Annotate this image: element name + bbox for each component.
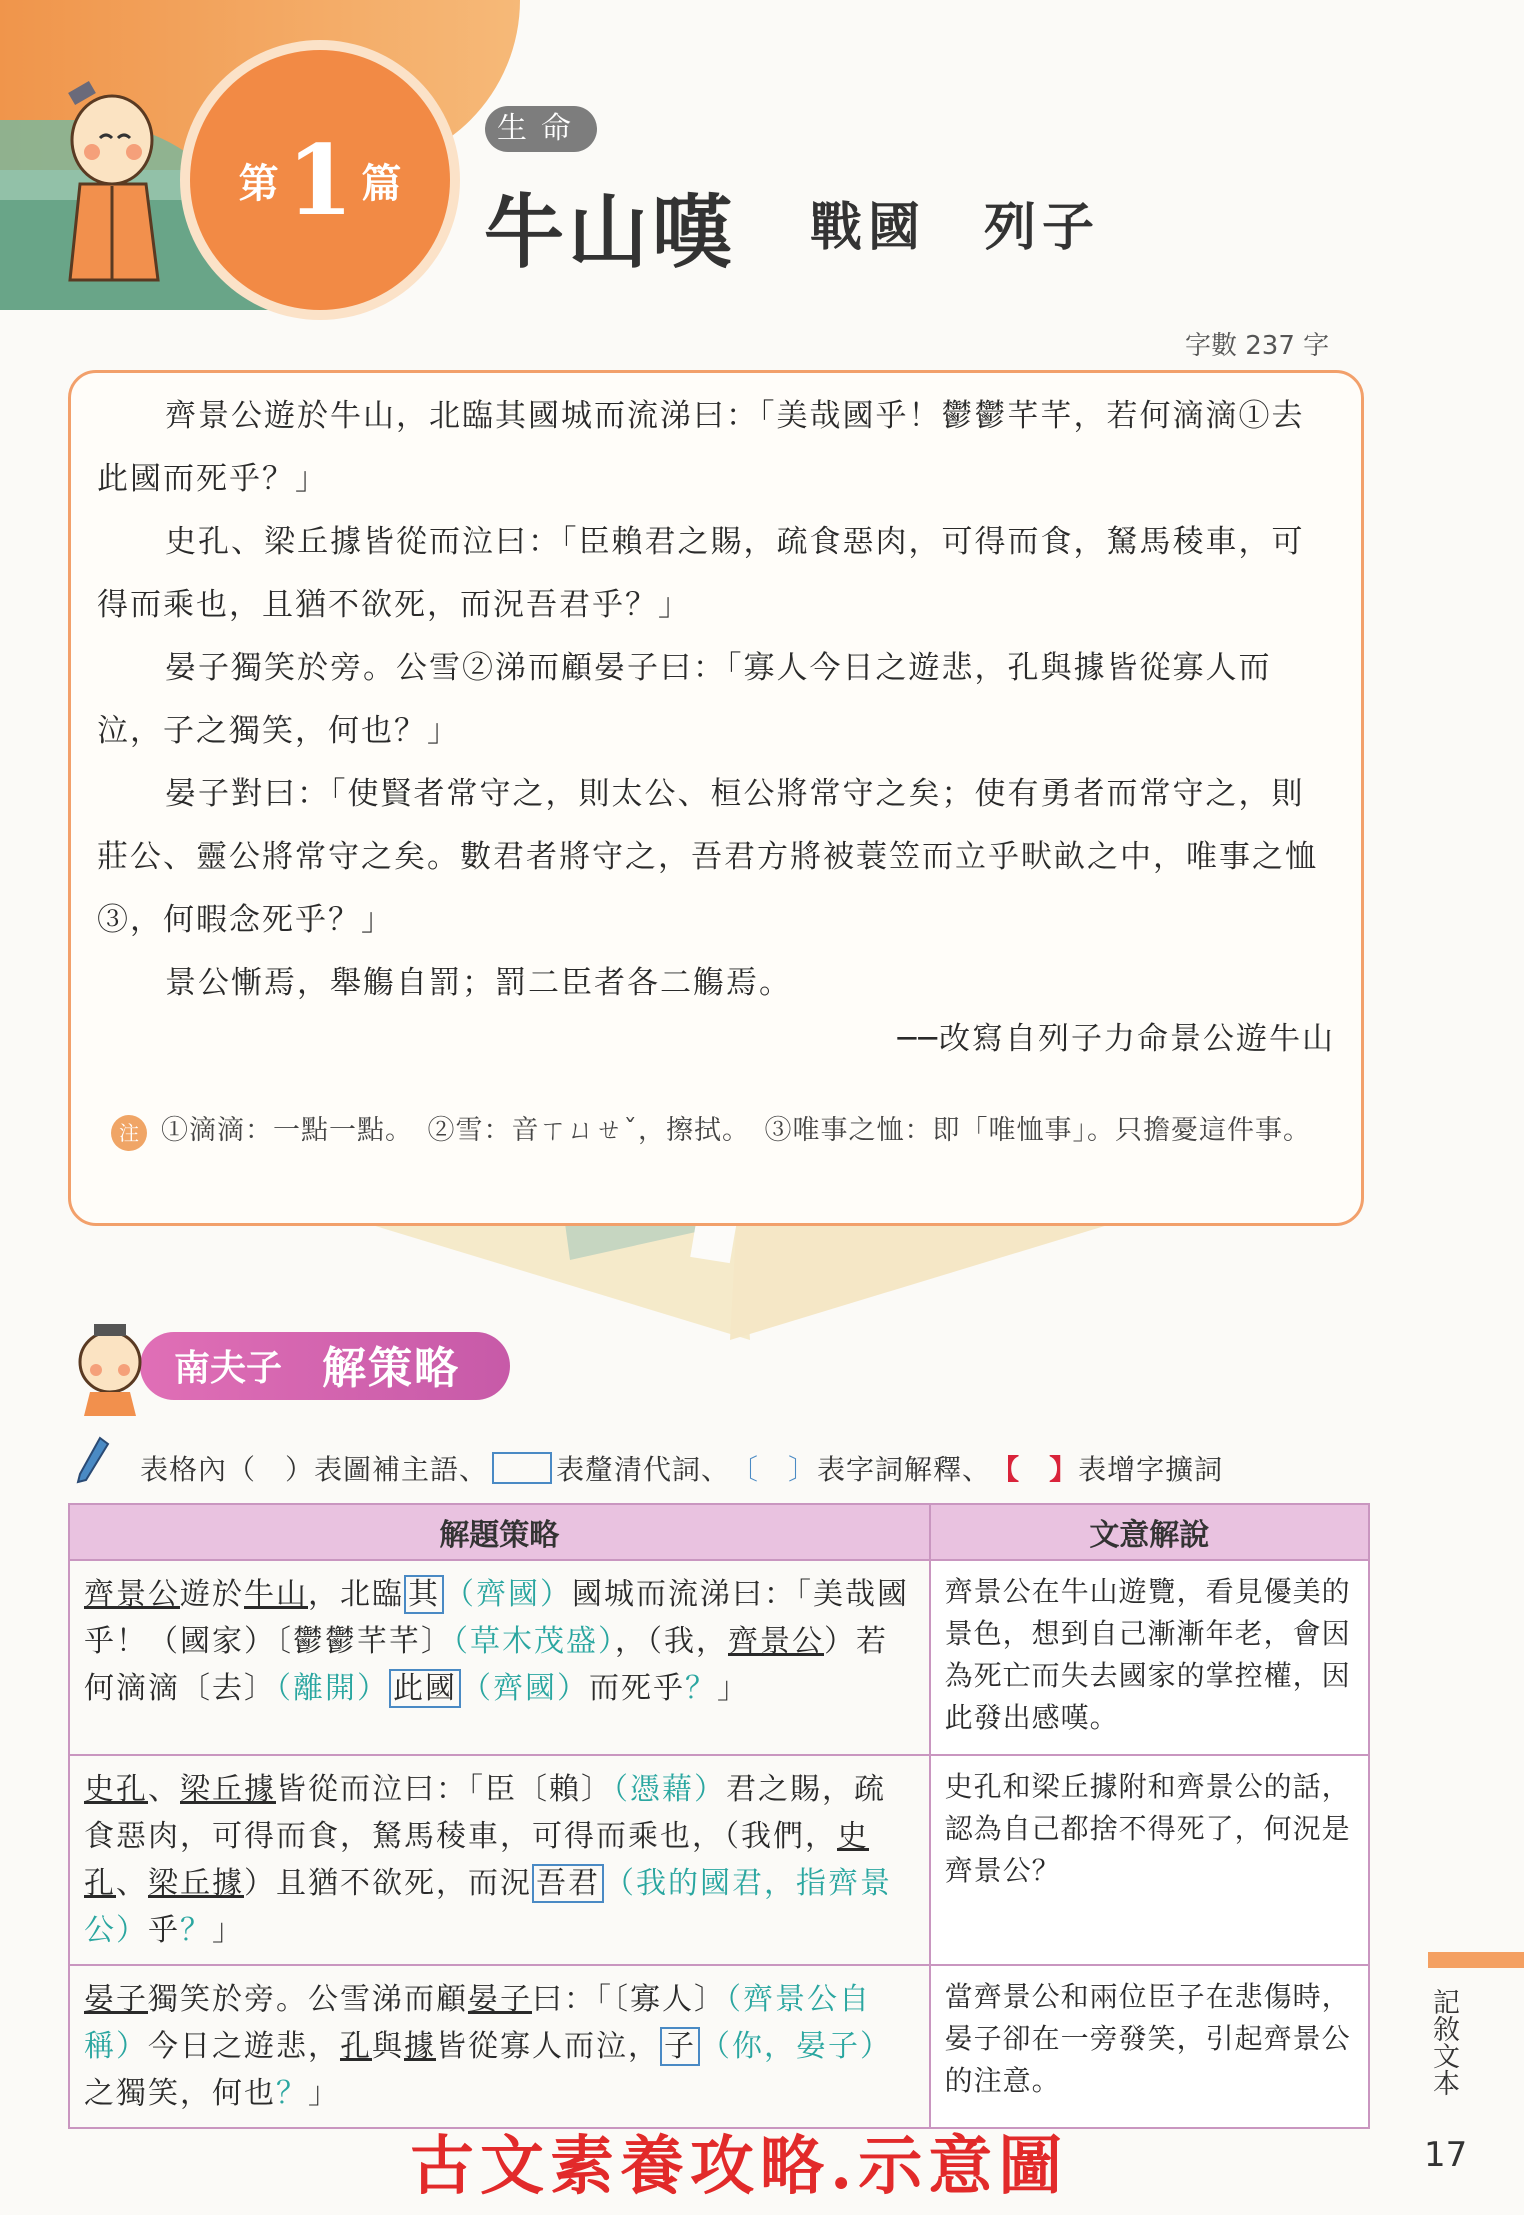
strategy-segment: 牛山 [244, 1577, 308, 1612]
side-tab-bar [1428, 1952, 1524, 1968]
strategy-segment: 此國 [389, 1669, 461, 1708]
passage-paragraph: 晏子獨笑於旁。公雪②涕而顧晏子曰：「寡人今日之遊悲，孔與據皆從寡人而泣，子之獨笑，何也？」 [97, 650, 1272, 749]
strategy-segment: 、 [116, 1866, 148, 1901]
table-header-right: 文意解說 [930, 1504, 1369, 1560]
strategy-segment: 晏子 [468, 1982, 532, 2017]
legend [140, 1448, 1223, 1488]
theme-tag: 生命 [485, 106, 597, 152]
strategy-segment: ，（我， [615, 1624, 728, 1659]
strategy-segment: （你，晏子） [700, 2029, 892, 2064]
word-count: 字數 237 字 [1185, 331, 1330, 361]
chapter-number: 1 [286, 123, 354, 237]
note-icon: 注 [111, 1115, 147, 1151]
strategy-segment: 與 [372, 2029, 404, 2064]
legend-text: 表釐清代詞、 [556, 1453, 731, 1486]
table-row [69, 1965, 1369, 2128]
strategy-segment: 君之賜，疏食惡肉，可得而食，駑馬稜車，可得而乘也，（我們， [84, 1772, 886, 1854]
strategy-segment: （離開） [276, 1671, 389, 1706]
table-row [69, 1755, 1369, 1965]
table-header-left: 解題策略 [69, 1504, 930, 1560]
strategy-segment: 梁丘據 [148, 1866, 244, 1901]
strategy-segment: （齊景公自稱） [84, 1982, 871, 2064]
strategy-segment: ？ [276, 2076, 308, 2111]
strategy-segment: 」 [212, 1913, 244, 1948]
strategy-segment: ）若何滴滴〔去〕 [84, 1624, 888, 1706]
scholar-face-icon [70, 1320, 150, 1416]
scholar-mascot-icon [40, 80, 180, 290]
strategy-segment: （草木茂盛） [453, 1624, 615, 1659]
legend-bracket-blue: 〔 〕 [730, 1453, 818, 1486]
strategy-segment: 梁丘據 [180, 1772, 276, 1807]
legend-bracket-red: 【 】 [991, 1453, 1079, 1486]
strategy-segment: 遊於 [180, 1577, 244, 1612]
strategy-segment: 獨笑於旁。公雪涕而顧 [148, 1982, 468, 2017]
strategy-segment: 皆從寡人而泣， [436, 2029, 660, 2064]
strategy-segment: ？ [180, 1913, 212, 1948]
strategy-segment: 史孔 [84, 1772, 148, 1807]
strategy-segment: 、 [148, 1772, 180, 1807]
strategy-cell [69, 1755, 930, 1965]
page-title: 牛山嘆 [484, 186, 736, 279]
strategy-segment: 國城而流涕曰：「美哉國乎！（國家）〔鬱鬱芊芊〕 [84, 1577, 909, 1659]
chapter-suffix: 篇 [361, 159, 402, 207]
strategy-table [68, 1503, 1370, 2129]
strategy-segment: （齊國） [461, 1671, 589, 1706]
meaning-cell: 史孔和梁丘據附和齊景公的話，認為自己都捨不得死了，何況是齊景公？ [930, 1755, 1369, 1965]
author-label: 戰國 列子 [810, 198, 1101, 258]
strategy-segment: 齊景公 [84, 1577, 180, 1612]
passage-paragraph: 史孔、梁丘據皆從而泣曰：「臣賴君之賜，疏食惡肉，可得而食，駑馬稜車，可得而乘也，且猶不欲死，而況吾君乎？」 [97, 524, 1305, 623]
strategy-segment: ，北臨 [308, 1577, 404, 1612]
strategy-segment: 之獨笑，何也 [84, 2076, 276, 2111]
meaning-cell: 齊景公在牛山遊覽，看見優美的景色，想到自己漸漸年老，會因為死亡而失去國家的掌控權，因此發出感嘆。 [930, 1560, 1369, 1755]
strategy-segment: 吾君 [532, 1864, 604, 1903]
strategy-segment: 」 [717, 1671, 749, 1706]
strategy-segment: 晏子 [84, 1982, 148, 2017]
strategy-segment: 子 [660, 2027, 700, 2066]
strategy-segment: （憑藉） [613, 1772, 726, 1807]
strategy-banner [70, 1310, 510, 1420]
passage-paragraph: 景公慚焉，舉觴自罰；罰二臣者各二觴焉。 [165, 965, 792, 1001]
caption: 古文素養攻略.示意圖 [410, 2129, 1069, 2204]
chapter-badge [190, 50, 450, 310]
side-label: 記敘文本 [1428, 1988, 1459, 2096]
table-row [69, 1560, 1369, 1755]
strategy-segment: 乎 [148, 1913, 180, 1948]
strategy-cell [69, 1965, 930, 2128]
strategy-segment: ）且猶不欲死，而況 [244, 1866, 532, 1901]
strategy-segment: ？ [685, 1671, 717, 1706]
chapter-prefix: 第 [238, 159, 279, 207]
legend-text: 表字詞解釋、 [817, 1453, 992, 1486]
strategy-segment: 齊景公 [728, 1624, 824, 1659]
banner-label-left: 南夫子 [174, 1348, 283, 1389]
legend-box-swatch [492, 1452, 552, 1484]
strategy-segment: 而死乎 [589, 1671, 685, 1706]
passage-source: ──改寫自列子力命景公遊牛山 [897, 1021, 1335, 1057]
strategy-segment: 孔 [340, 2029, 372, 2064]
strategy-segment: （齊國） [444, 1577, 572, 1612]
pen-icon [76, 1436, 110, 1484]
passage-box [68, 370, 1364, 1226]
strategy-segment: 今日之遊悲， [148, 2029, 340, 2064]
strategy-segment: 」 [308, 2076, 340, 2111]
strategy-segment: 史孔 [84, 1819, 869, 1901]
meaning-cell: 當齊景公和兩位臣子在悲傷時，晏子卻在一旁發笑，引起齊景公的注意。 [930, 1965, 1369, 2128]
strategy-segment: 曰：「〔寡人〕 [532, 1982, 726, 2017]
passage-paragraph: 晏子對曰：「使賢者常守之，則太公、桓公將常守之矣；使有勇者而常守之，則莊公、靈公將常守之矣。數君者將守之，吾君方將被蓑笠而立乎畎畝之中，唯事之恤③，何暇念死乎？」 [97, 776, 1318, 938]
strategy-segment: 其 [404, 1575, 444, 1614]
strategy-segment: （我的國君，指齊景公） [84, 1866, 892, 1948]
strategy-segment: 皆從而泣曰：「臣〔賴〕 [276, 1772, 613, 1807]
banner-label-right: 解策略 [322, 1343, 460, 1394]
page-number: 17 [1424, 2135, 1468, 2175]
passage-paragraph: 齊景公遊於牛山，北臨其國城而流涕曰：「美哉國乎！鬱鬱芊芊，若何滴滴①去此國而死乎？」 [97, 398, 1305, 497]
strategy-segment: 據 [404, 2029, 436, 2064]
passage-notes: ①滴滴：一點一點。 ②雪：音ㄒㄩㄝˇ，擦拭。 ③唯事之恤：即「唯恤事」。只擔憂這件事。 [161, 1115, 1311, 1146]
legend-text: 表格內（ ）表圖補主語、 [140, 1453, 489, 1486]
strategy-cell [69, 1560, 930, 1755]
legend-text: 表增字擴詞 [1078, 1453, 1224, 1486]
